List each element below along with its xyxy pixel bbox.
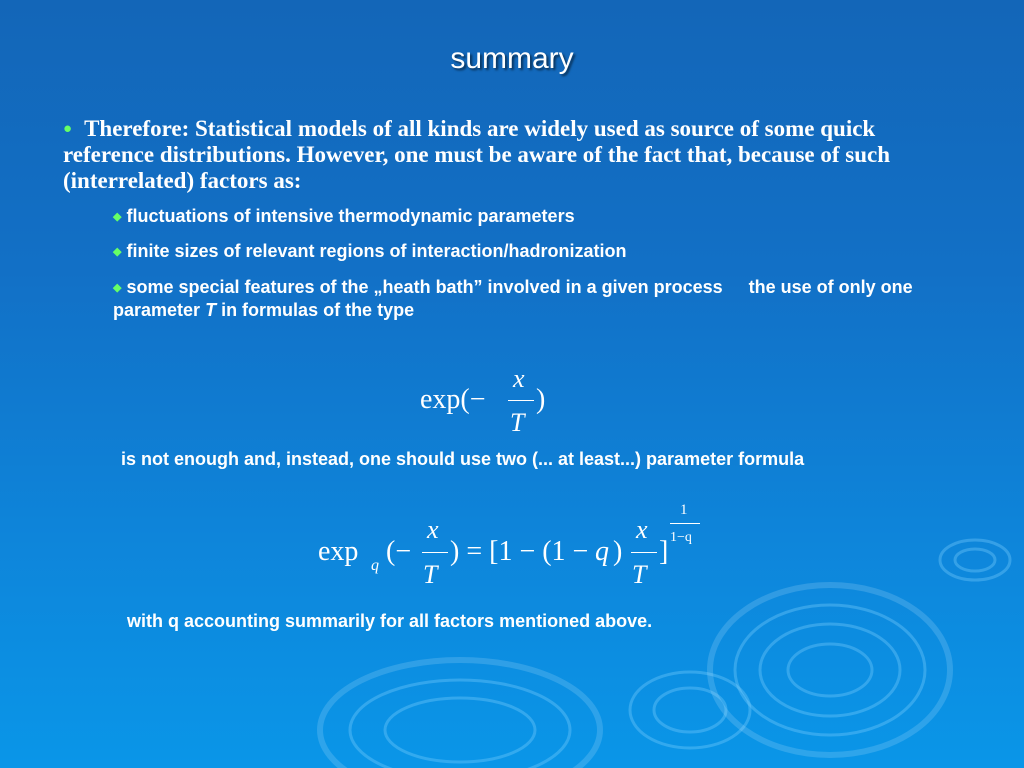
slide-title: summary [450, 42, 574, 75]
sub-bullet-text: finite sizes of relevant regions of interaction/hadronization [126, 241, 627, 261]
sub-bullet-text: some special features of the „heath bath” involved in a given process [126, 277, 723, 297]
formula-expq-denominator-1: T [423, 560, 438, 589]
fraction-bar [631, 552, 657, 553]
formula-expq-numerator-2: x [636, 515, 648, 544]
formula-exp [420, 362, 560, 442]
formula-expq-open: (− [386, 536, 412, 567]
sub-bullet-text: fluctuations of intensive thermodynamic parameters [126, 206, 575, 226]
diamond-bullet-icon: ◆ [113, 282, 122, 294]
main-bullet-text: Therefore: Statistical models of all kinds are widely used as source of some quick reference distributions. However, one must be aware of the fact that, because of such (interrelated) factors as: [63, 116, 891, 193]
sub-bullet-continuation: the use of only one parameter [113, 277, 913, 320]
formula-expq-func: exp [318, 536, 359, 567]
formula-expq-exponent-numerator: 1 [680, 502, 688, 518]
bullet-dot-icon: ● [63, 121, 73, 137]
sub-bullet-heat-bath [113, 276, 963, 321]
formula-expq-q: q [595, 536, 609, 567]
middle-text: is not enough and, instead, one should use two (... at least...) parameter formula [121, 449, 805, 469]
exponent-fraction-bar [670, 523, 700, 524]
formula-expq-middle: ) = [1 − (1 − [450, 536, 589, 567]
closing-text: with q accounting summarily for all factors mentioned above. [127, 611, 653, 631]
formula-exp-numerator: x [513, 364, 525, 393]
fraction-bar [422, 552, 448, 553]
diamond-bullet-icon: ◆ [113, 246, 122, 258]
formula-exp-denominator: T [510, 408, 525, 437]
sub-bullet-finite-sizes [113, 240, 963, 263]
diamond-bullet-icon: ◆ [113, 211, 122, 223]
main-bullet [63, 116, 968, 194]
sub-bullet-fluctuations [113, 205, 963, 228]
formula-expq-denominator-2: T [632, 560, 647, 589]
formula-exp-func: exp(− [420, 384, 486, 415]
formula-expq-exponent-denominator: 1−q [670, 530, 692, 545]
formula-expq [318, 500, 708, 595]
sub-bullet-continuation-end: in formulas of the type [216, 300, 415, 320]
formula-expq-close: ] [659, 536, 669, 567]
fraction-bar [508, 400, 534, 401]
variable-t: T [205, 300, 217, 320]
formula-expq-subscript: q [371, 557, 379, 574]
formula-expq-middle-2: ) [613, 536, 623, 567]
formula-exp-close: ) [536, 384, 546, 415]
formula-expq-numerator-1: x [427, 515, 439, 544]
